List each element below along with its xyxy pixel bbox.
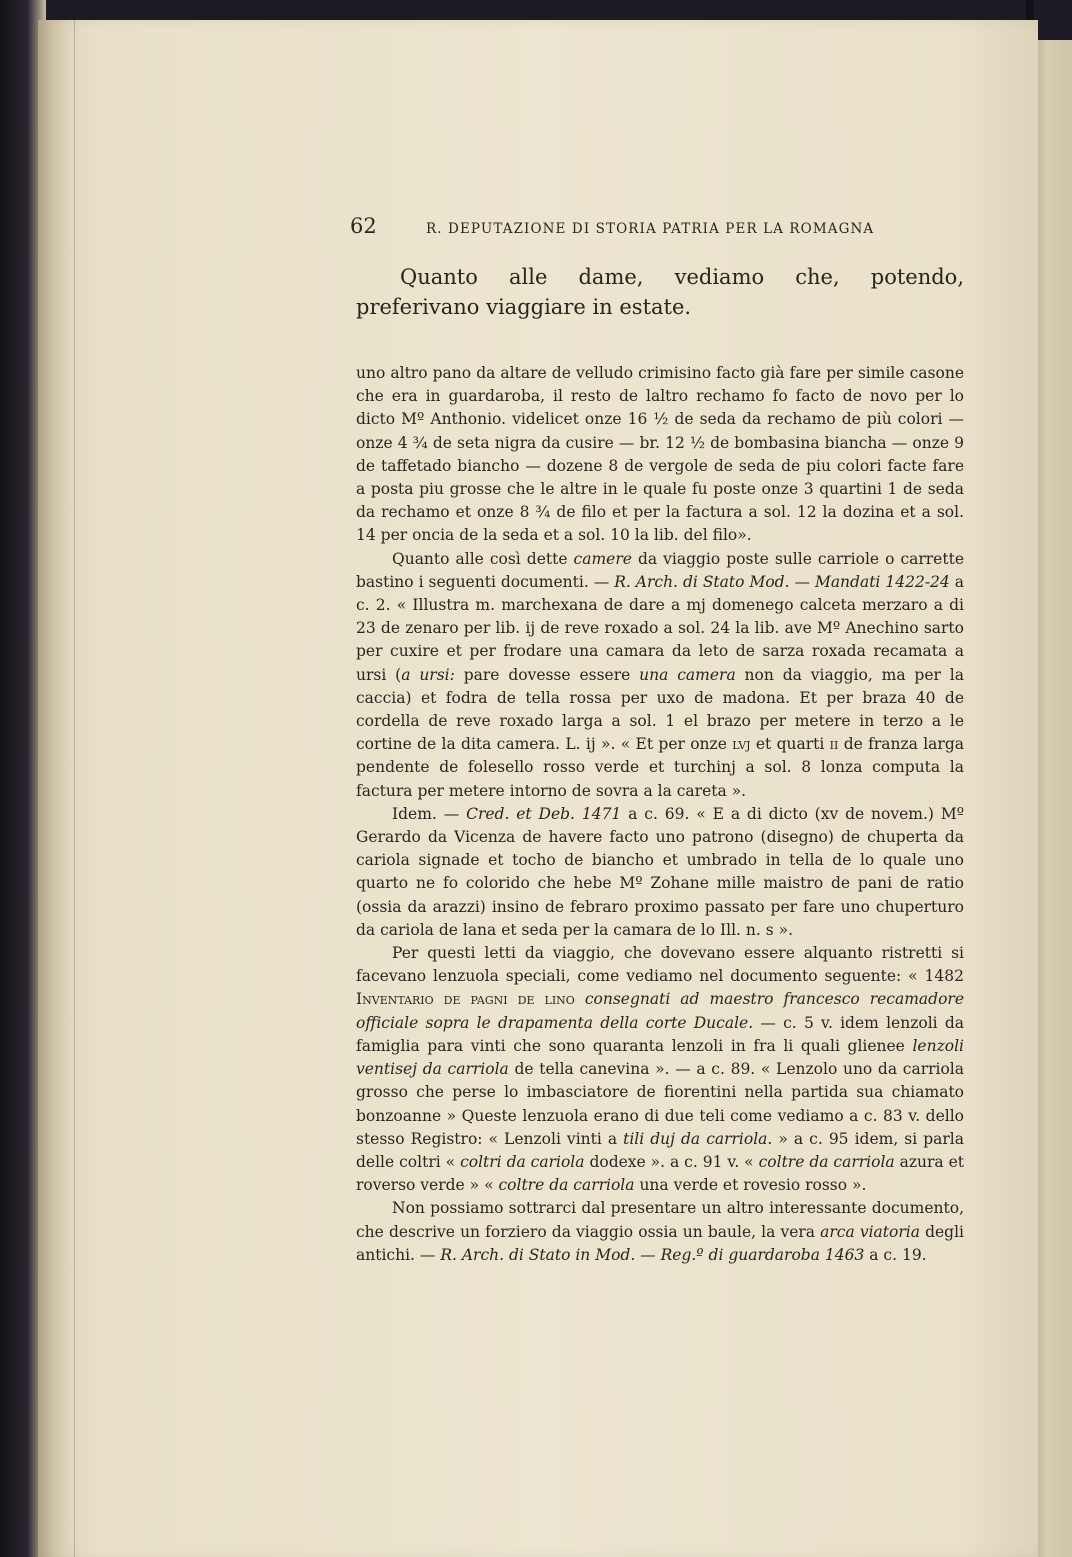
lead-paragraph: Quanto alle dame, vediamo che, potendo, preferivano viaggiare in estate. (356, 265, 964, 319)
footnote-block (356, 362, 964, 1267)
note-paragraph-3: Idem. — Cred. et Deb. 1471 a c. 69. « E a di dicto (xv de novem.) Mº Gerardo da Vicenza de havere facto uno patrono (disegno) de chuperta da cariola signade et tocho de biancho et umbrado in tella de lo quale uno quarto ne fo colorido che hebe Mº Zohane mille maistro de pani de ratio (ossia da arazzi) insino de febraro proximo passato per fare uno chuperturo da cariola de lana et seda per la camara de lo Ill. n. s ». (356, 804, 964, 939)
note-paragraph-2: Quanto alle così dette camere da viaggio poste sulle carriole o carrette bastino i seguenti documenti. — R. Arch. di Stato Mod. — Mandati 1422-24 a c. 2. « Illustra m. marchexana de dare a mj domenego calceta merzaro a di 23 de zenaro per lib. ij de reve roxado a sol. 24 la lib. ave Mº Anechino sarto per cuxire et per frodare una camara da leto de sarza roxada recamata a ursi (a ursi: pare dovesse essere una camera non da viaggio, ma per la caccia) et fodra de tella rossa per uxo de madona. Et per braza 40 de cordella de reve roxado larga a sol. 1 el brazo per metere in terzo a le cortine de la dita camera. L. ij ». « Et per onze lvj et quarti ii de franza larga pendente de folesello rosso verde et turchinj a sol. 8 lonza computa la factura per metere intorno de sovra a la careta ». (356, 549, 964, 800)
note-paragraph-4: Per questi letti da viaggio, che dovevano essere alquanto ristretti si facevano lenzuola speciali, come vediamo nel documento seguente: « 1482 Inventario de pagni de lino consegnati ad maestro francesco recamadore officiale sopra le drapamenta della corte Ducale. — c. 5 v. idem lenzoli da famiglia para vinti che sono quaranta lenzoli in fra li quali glienee lenzoli ventisej da carriola de tella canevina ». — a c. 89. « Lenzolo uno da carriola grosso che perse lo imbasciatore de fiorentini nella partida sua chiamato bonzoanne » Queste lenzuola erano di due teli come vediamo a c. 83 v. dello stesso Registro: « Lenzoli vinti a tili duj da carriola. » a c. 95 idem, si parla delle coltri « coltri da cariola dodexe ». a c. 91 v. « coltre da carriola azura et roverso verde » « coltre da carriola una verde et rovesio rosso ». (356, 944, 964, 1195)
lead-paragraph-block (356, 262, 964, 322)
note-paragraph-5: Non possiamo sottrarci dal presentare un altro interessante documento, che descrive un forziero da viaggio ossia un baule, la vera arca viatoria degli antichi. — R. Arch. di Stato in Mod. — Reg.º di guardaroba 1463 a c. 19. (356, 1199, 965, 1264)
running-title: R. DEPUTAZIONE DI STORIA PATRIA PER LA ROMAGNA (426, 221, 875, 237)
note-paragraph-1: uno altro pano da altare de velludo crimisino facto già fare per simile casone che era in guardaroba, il resto de laltro rechamo fo facto de novo per lo dicto Mº Anthonio. videlicet onze 16 ½ de seda da rechamo de più colori — onze 4 ¾ de seta nigra da cusire — br. 12 ½ de bombasina biancha — onze 9 de taffetado biancho — dozene 8 de vergole de seda de piu colori facte fare a posta piu grosse che le altre in le quale fu poste onze 3 quartini 1 de seda da rechamo et onze 8 ¾ de filo et per la factura a sol. 12 la dozina et a sol. 14 per oncia de la seda et a sol. 10 la lib. del filo». (356, 364, 964, 545)
page-fold (38, 20, 75, 1557)
page-number: 62 (350, 214, 377, 238)
running-head (340, 214, 960, 242)
